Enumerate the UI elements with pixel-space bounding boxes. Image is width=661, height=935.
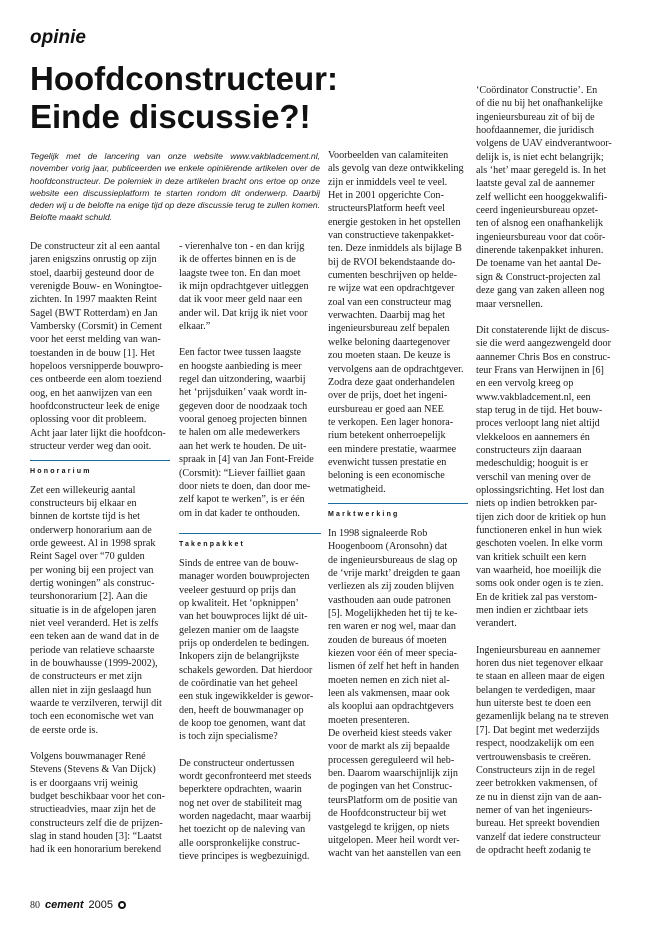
paragraph: [476, 324, 626, 631]
text-line: de eerste orde is.: [30, 724, 99, 736]
text-line: tieve principes is wegbezuinigd.: [179, 851, 310, 863]
section-label: Takenpakket: [179, 540, 246, 548]
text-line: [7]. Dat begint met wederzijds: [476, 724, 600, 736]
text-line: De constructeur ondertussen: [179, 757, 295, 769]
text-line: situatie is in de afgelopen jaren: [30, 604, 157, 616]
paragraph: [476, 644, 626, 858]
text-line: manager worden bouwprojecten: [179, 571, 310, 583]
text-line: Hoogenboom (Aronsohn) dat: [328, 541, 448, 553]
text-line: van kritiek schuilt een kern: [476, 551, 587, 563]
text-line: te verkopen. Een lager honora-: [328, 416, 454, 428]
text-line: hopeloos versnipperde bouwpro-: [30, 361, 164, 373]
text-line: In 1998 signaleerde Rob: [328, 527, 428, 539]
text-line: oplossingsrichting. Het lost dan: [476, 484, 605, 496]
text-line: dertig woningen” als construc-: [30, 577, 155, 589]
text-line: te staan en alleen maar de eigen: [476, 671, 605, 683]
text-line: moeten presenteren.: [328, 714, 410, 726]
text-line: ander wil. Dat krijg ik niet voor: [179, 307, 308, 319]
text-line: voor het eerst melding van wan-: [30, 334, 161, 346]
text-line: per woning bij een project van: [30, 564, 154, 576]
paragraph: [328, 527, 468, 861]
issue-year: 2005: [88, 899, 114, 911]
text-line: onderwerp honorarium aan de: [30, 524, 152, 536]
text-line: vervolgens aan de opdrachtgever.: [328, 363, 464, 375]
text-line: processen gereguleerd wil heb-: [328, 754, 455, 766]
text-line: vasthouden aan oude patronen: [328, 594, 451, 606]
text-line: kiezen voor één of meer specia-: [328, 648, 458, 660]
text-line: volgens de UAV eindverantwoor-: [476, 138, 612, 150]
text-line: Acht jaar later lijkt die hoofdcon-: [30, 427, 166, 439]
text-line: Voorbeelden van calamiteiten: [328, 150, 449, 161]
text-line: tijen zich door de kritiek op hun: [476, 511, 606, 523]
section-kicker: opinie: [30, 27, 86, 48]
text-line: Zet een willekeurig aantal: [30, 484, 136, 496]
text-line: constructeurs zelf die de prijzen-: [30, 817, 163, 829]
text-line: vanzelf dat iedere constructeur: [476, 831, 601, 843]
text-line: re wijze wat een opdrachtgever: [328, 283, 455, 295]
page-footer: [30, 899, 126, 911]
text-line: hoofdconstructeur leek de enige: [30, 401, 160, 413]
title-line-2: Einde discussie?!: [30, 98, 311, 135]
text-line: allen niet in zijn geslaagd hun: [30, 684, 152, 696]
text-line: constructeurs bij elkaar en: [30, 497, 137, 509]
text-line: toch een economische wet van: [30, 711, 154, 723]
text-line: ingenieursbureau zit of bij de: [476, 111, 595, 123]
text-line: als ‘het’ maar geregeld is. In het: [476, 165, 606, 177]
text-line: gezamenlijk belang na te streven: [476, 711, 609, 723]
text-line: stoel, daarbij gesteund door de: [30, 267, 154, 279]
text-line: verenigde Bouw- en Woningtoe-: [30, 281, 162, 293]
text-line: deze gang van zaken alleen nog: [476, 285, 605, 297]
text-line: hun uiterste best te doen een: [476, 698, 591, 710]
text-line: de constructeurs er met zijn: [30, 671, 142, 683]
text-line: oplossing voor dit probleem.: [30, 414, 147, 426]
section-heading-honorarium: [30, 460, 170, 479]
text-line: de koop toe genomen, want dat: [179, 718, 306, 729]
text-line: het ‘prijsduiken’ vaak wordt in-: [179, 387, 308, 399]
text-line: gegeven door de noodzaak toch: [179, 400, 308, 412]
text-line: slag in stand houden [3]: “Laatst: [30, 831, 162, 843]
text-line: op kwaliteit. Het ‘opknippen’: [179, 597, 299, 609]
text-line: budget beschikbaar voor het con-: [30, 791, 165, 803]
text-line: van constructieve takenpakket-: [328, 230, 454, 242]
section-rule: [179, 533, 321, 534]
text-line: ingenieursbureau voor dat coör-: [476, 231, 606, 243]
text-line: Sinds de entree van de bouw-: [179, 557, 299, 569]
text-line: teur Frans van Herwijnen in [6]: [476, 364, 604, 376]
text-line: Volgens bouwmanager René: [30, 751, 146, 763]
text-line: vastgelegd te krijgen, op niets: [328, 821, 450, 833]
text-line: respect, noodzakelijk om een: [476, 738, 595, 750]
text-line: periode van relatieve schaarste: [30, 644, 155, 656]
text-line: een mindere prestatie, waarmee: [328, 443, 457, 455]
text-line: ik de offertes binnen en is de: [179, 254, 296, 266]
text-line: ten. Deze inmiddels als bijlage B: [328, 243, 462, 255]
text-line: stap terug in de tijd. Het bouw-: [476, 404, 603, 416]
text-line: den, heeft de bouwmanager op: [179, 704, 304, 716]
text-line: structeursPlatform heeft veel: [328, 203, 445, 215]
text-line: zeer betrokken vakmensen, of: [476, 778, 598, 790]
text-line: gelezen manier om de laagste: [179, 624, 299, 636]
section-heading-marktwerking: [328, 503, 468, 522]
paragraph: [30, 484, 170, 738]
text-line: vlekkeloos en aannemers én: [476, 431, 590, 443]
text-line: worden nagedacht, maar waarbij: [179, 811, 312, 823]
paragraph: [179, 557, 321, 744]
text-line: delijk is, is niet echt belangrijk;: [476, 151, 604, 163]
text-line: soms ook onder ogen is te zien.: [476, 578, 604, 590]
text-line: functioneren enkel in hun wiek: [476, 525, 602, 536]
text-line: wacht van het aanstellen van een: [328, 848, 461, 860]
text-line: laagste twee ton. En dan moet: [179, 267, 301, 279]
text-line: te halen om alle medewerkers: [179, 427, 300, 439]
paragraph: [179, 240, 321, 333]
text-line: een stuk ingewikkelder is gewor-: [179, 691, 314, 703]
text-line: als gevolg van deze ontwikkeling: [328, 163, 464, 175]
column-4: [476, 84, 626, 857]
text-line: Ingenieursbureau en aannemer: [476, 644, 601, 656]
text-line: bureau. Het spreekt bovendien: [476, 818, 600, 830]
text-line: vertrouwensbasis te creëren.: [476, 751, 591, 763]
section-rule: [328, 503, 468, 504]
text-line: ze nu in dienst zijn van de aan-: [476, 791, 602, 803]
text-line: binnen de kortste tijd is het: [30, 511, 140, 523]
text-line: rium betekent onherroepelijk: [328, 430, 446, 442]
text-line: beperktere opdrachten, waarin: [179, 784, 302, 796]
text-line: - vierenhalve ton - en dan krijg: [179, 241, 305, 252]
text-line: Vambersky (Corsmit) in Cement: [30, 321, 162, 333]
text-line: had ik een honorarium berekend: [30, 844, 162, 856]
text-line: men indien er zichtbaar iets: [476, 605, 588, 617]
circle-c-logo-icon: [118, 901, 126, 909]
text-line: om in dat kader te onthouden.: [179, 507, 300, 519]
text-line: ceerd ingenieursbureau opzet-: [476, 205, 598, 217]
text-line: is er doorgaans vrij weinig: [30, 777, 138, 789]
text-line: de Hoofdconstructeur bij wet: [328, 808, 447, 820]
text-line: bij de RVOI bekendstaande do-: [328, 256, 456, 268]
text-line: in de bouwhausse (1999-2002),: [30, 657, 158, 669]
text-line: laatste geval zal de aannemer: [476, 178, 595, 190]
magazine-name: cement: [45, 899, 84, 911]
text-line: schakels geworden. Dat hierdoor: [179, 664, 313, 676]
text-line: door niets te doen, dan door me-: [179, 480, 311, 492]
text-line: nog net over de stabiliteit mag: [179, 797, 302, 809]
text-line: Dit constaterende lijkt de discus-: [476, 324, 610, 336]
text-line: geschoten voelen. In elke vorm: [476, 538, 603, 550]
text-line: ‘Coördinator Constructie’. En: [476, 85, 598, 96]
text-line: oog, en het aanwijzen van een: [30, 387, 153, 399]
text-line: ren waren er nog wel, maar dan: [328, 621, 456, 633]
text-line: uitgelopen. Meer heil wordt ver-: [328, 834, 460, 846]
text-line: cumenten beschrijven op helde-: [328, 270, 458, 282]
text-line: eursbureau er goed aan NEE: [328, 403, 444, 415]
text-line: nemer of van het ingenieurs-: [476, 804, 593, 816]
column-1: [30, 240, 170, 857]
text-line: De overheid kiest steeds vaker: [328, 728, 452, 740]
text-line: maar versnellen.: [476, 298, 543, 310]
paragraph: [179, 757, 321, 864]
text-line: sign & Construct-projecten zal: [476, 271, 601, 283]
column-3: [328, 149, 468, 861]
text-line: wordt geconfronteerd met steeds: [179, 771, 312, 783]
text-line: vooral genoeg projecten binnen: [179, 414, 307, 426]
text-line: Sagel (BWT Rotterdam) en Jan: [30, 307, 158, 319]
text-line: ben. Daarom waarschijnlijk zijn: [328, 768, 458, 780]
text-line: evenwicht tussen prestatie en: [328, 456, 447, 468]
text-line: leen als vakmensen, maar ook: [328, 688, 450, 700]
section-label: Honorarium: [30, 467, 92, 475]
text-line: zou moeten staan. De keuze is: [328, 350, 451, 362]
text-line: constructeurs zijn daaraan: [476, 444, 582, 456]
text-line: moeten nemen en zich niet al-: [328, 674, 450, 686]
text-line: prijs op onderdelen te bedingen.: [179, 637, 310, 649]
text-line: is toch zijn specialisme?: [179, 731, 278, 743]
paragraph: [328, 149, 468, 496]
text-line: aannemer Chris Bos en construc-: [476, 351, 611, 363]
text-line: Het in 2001 opgerichte Con-: [328, 190, 444, 202]
text-line: (Corsmit): “Liever failliet gaan: [179, 467, 306, 479]
text-line: hoofdaannemer, die juridisch: [476, 125, 594, 137]
text-line: verandert.: [476, 618, 517, 630]
text-line: Reint Sagel over “70 gulden: [30, 551, 145, 563]
text-line: teursPlatform om de positie van: [328, 794, 458, 806]
text-line: waarde te verzilveren, terwijl dit: [30, 698, 162, 709]
text-line: Constructeurs zijn in de regel: [476, 764, 596, 776]
text-line: aan het werk te houden. De uit-: [179, 440, 307, 452]
text-line: Inkopers zijn de belangrijkste: [179, 651, 300, 663]
text-line: veeleer gestuurd op prijs dan: [179, 584, 296, 596]
text-line: niets op indien betrokken par-: [476, 498, 598, 510]
article-title: [30, 60, 340, 136]
section-label: Marktwerking: [328, 510, 400, 518]
text-line: zelf wellicht een hooggekwalifi-: [476, 191, 608, 203]
text-line: teurshonorarium [2]. Aan die: [30, 591, 148, 603]
text-line: verschil van mening over de: [476, 471, 591, 483]
text-line: lismen óf zelf het heft in handen: [328, 661, 460, 673]
text-line: voor de markt als zij bepaalde: [328, 741, 450, 753]
text-line: medeschuldig; hooguit is er: [476, 458, 589, 470]
text-line: orde geweest. Al in 1998 sprak: [30, 537, 156, 549]
text-line: toestanden in de bouw [1]. Het: [30, 347, 155, 359]
text-line: regel dan uitzondering, waarbij: [179, 374, 306, 386]
text-line: jaren enigszins onrustig op zijn: [30, 254, 157, 266]
text-line: een teken aan de wand dat in de: [30, 631, 160, 643]
text-line: wetmatigheid.: [328, 483, 386, 495]
text-line: van waarheid, hoe moeilijk die: [476, 565, 602, 577]
text-line: De constructeur zit al een aantal: [30, 241, 161, 252]
text-line: structeur verder weg dan ooit.: [30, 441, 152, 453]
text-line: elkaar.”: [179, 321, 211, 333]
text-line: zouden de bureaus óf moeten: [328, 634, 447, 646]
text-line: En de kritiek zal pas verstom-: [476, 591, 598, 603]
text-line: dat ik voor meer geld naar een: [179, 294, 303, 306]
text-line: www.vakbladcement.nl, een: [476, 391, 591, 403]
text-line: horen dus niet tegenover elkaar: [476, 658, 604, 670]
text-line: De toename van het aantal De-: [476, 258, 602, 270]
title-line-1: Hoofdconstructeur:: [30, 60, 338, 97]
text-line: ik mijn opdrachtgever uitleggen: [179, 281, 309, 293]
text-line: energie gestoken in het opstellen: [328, 216, 461, 228]
text-line: de ‘vrije markt’ dreigden te gaan: [328, 567, 461, 579]
text-line: de opdracht heeft zodanig te: [476, 844, 591, 856]
section-rule: [30, 460, 170, 461]
text-line: sie die werd aangezwengeld door: [476, 338, 611, 350]
text-line: ingenieursbureau zelf bepalen: [328, 323, 450, 335]
text-line: belangen te verdedigen, maar: [476, 684, 596, 696]
text-line: Stevens (Stevens & Van Dijck): [30, 764, 156, 776]
text-line: Zodra deze gaat onderhandelen: [328, 376, 455, 388]
text-line: structieadvies, maar zijn het de: [30, 804, 156, 816]
text-line: de pogingen van het Construc-: [328, 781, 453, 793]
text-line: van het bouwproces lijkt dé uit-: [179, 611, 308, 623]
text-line: en hoogste aanbieding is meer: [179, 360, 302, 372]
text-line: [5]. Mogelijkheden het tij te ke-: [328, 608, 458, 619]
paragraph: [30, 750, 170, 857]
text-line: zichten. In 1997 maakten Reint: [30, 294, 157, 306]
section-heading-takenpakket: [179, 533, 321, 552]
paragraph: [476, 84, 626, 311]
text-line: zijn er inmiddels veel te veel.: [328, 176, 448, 188]
text-line: en een vervolg kreeg op: [476, 378, 574, 390]
text-line: alle oorspronkelijke construc-: [179, 837, 300, 849]
text-line: als kooplui aan opdrachtgevers: [328, 701, 454, 713]
column-2: [179, 240, 321, 863]
text-line: niet veel veranderd. Het is zelfs: [30, 617, 159, 629]
text-line: het toezicht op de naleving van: [179, 824, 306, 836]
text-line: de ingenieursbureaus de slag op: [328, 554, 458, 566]
text-line: ten of alsnog een onafhankelijk: [476, 218, 604, 230]
text-line: dinerende takenpakket inhuren.: [476, 245, 604, 257]
text-line: over de prijs, doet het ingeni-: [328, 390, 448, 402]
text-line: spraak in [4] van Jan Font-Freide: [179, 454, 314, 466]
text-line: verliezen als zij zouden blijven: [328, 581, 454, 593]
text-line: of die nu bij het onafhankelijke: [476, 98, 603, 110]
text-line: zelf kapot te werken”, is er één: [179, 494, 305, 506]
page-number: 80: [30, 899, 40, 911]
paragraph: [179, 346, 321, 519]
text-line: Een factor twee tussen laagste: [179, 347, 302, 359]
text-line: verwachten. Daarbij mag het: [328, 310, 445, 322]
text-line: welke beloning daartegenover: [328, 336, 451, 348]
text-line: beloning is een economische: [328, 470, 445, 482]
text-line: zoal van een constructeur mag: [328, 296, 452, 308]
article-lead: Tegelijk met de lancering van onze website www.vakbladcement.nl, november vorig jaar, publiceerden we enkele opiniërende artikelen over de hoofdconstructeur. De polemiek in deze artikelen bracht ons ertoe op onze website een discussieplatform te starten rondom dit onderwerp. Daarbij deden wij u de belofte na enige tijd op deze discussie terug te zullen komen. Belofte maakt schuld.: [30, 151, 320, 223]
paragraph: [30, 240, 170, 454]
text-line: proces verloopt lang niet altijd: [476, 418, 600, 430]
text-line: de coördinatie van het geheel: [179, 677, 298, 689]
text-line: ces ontbeerde een alom toeziend: [30, 374, 162, 386]
